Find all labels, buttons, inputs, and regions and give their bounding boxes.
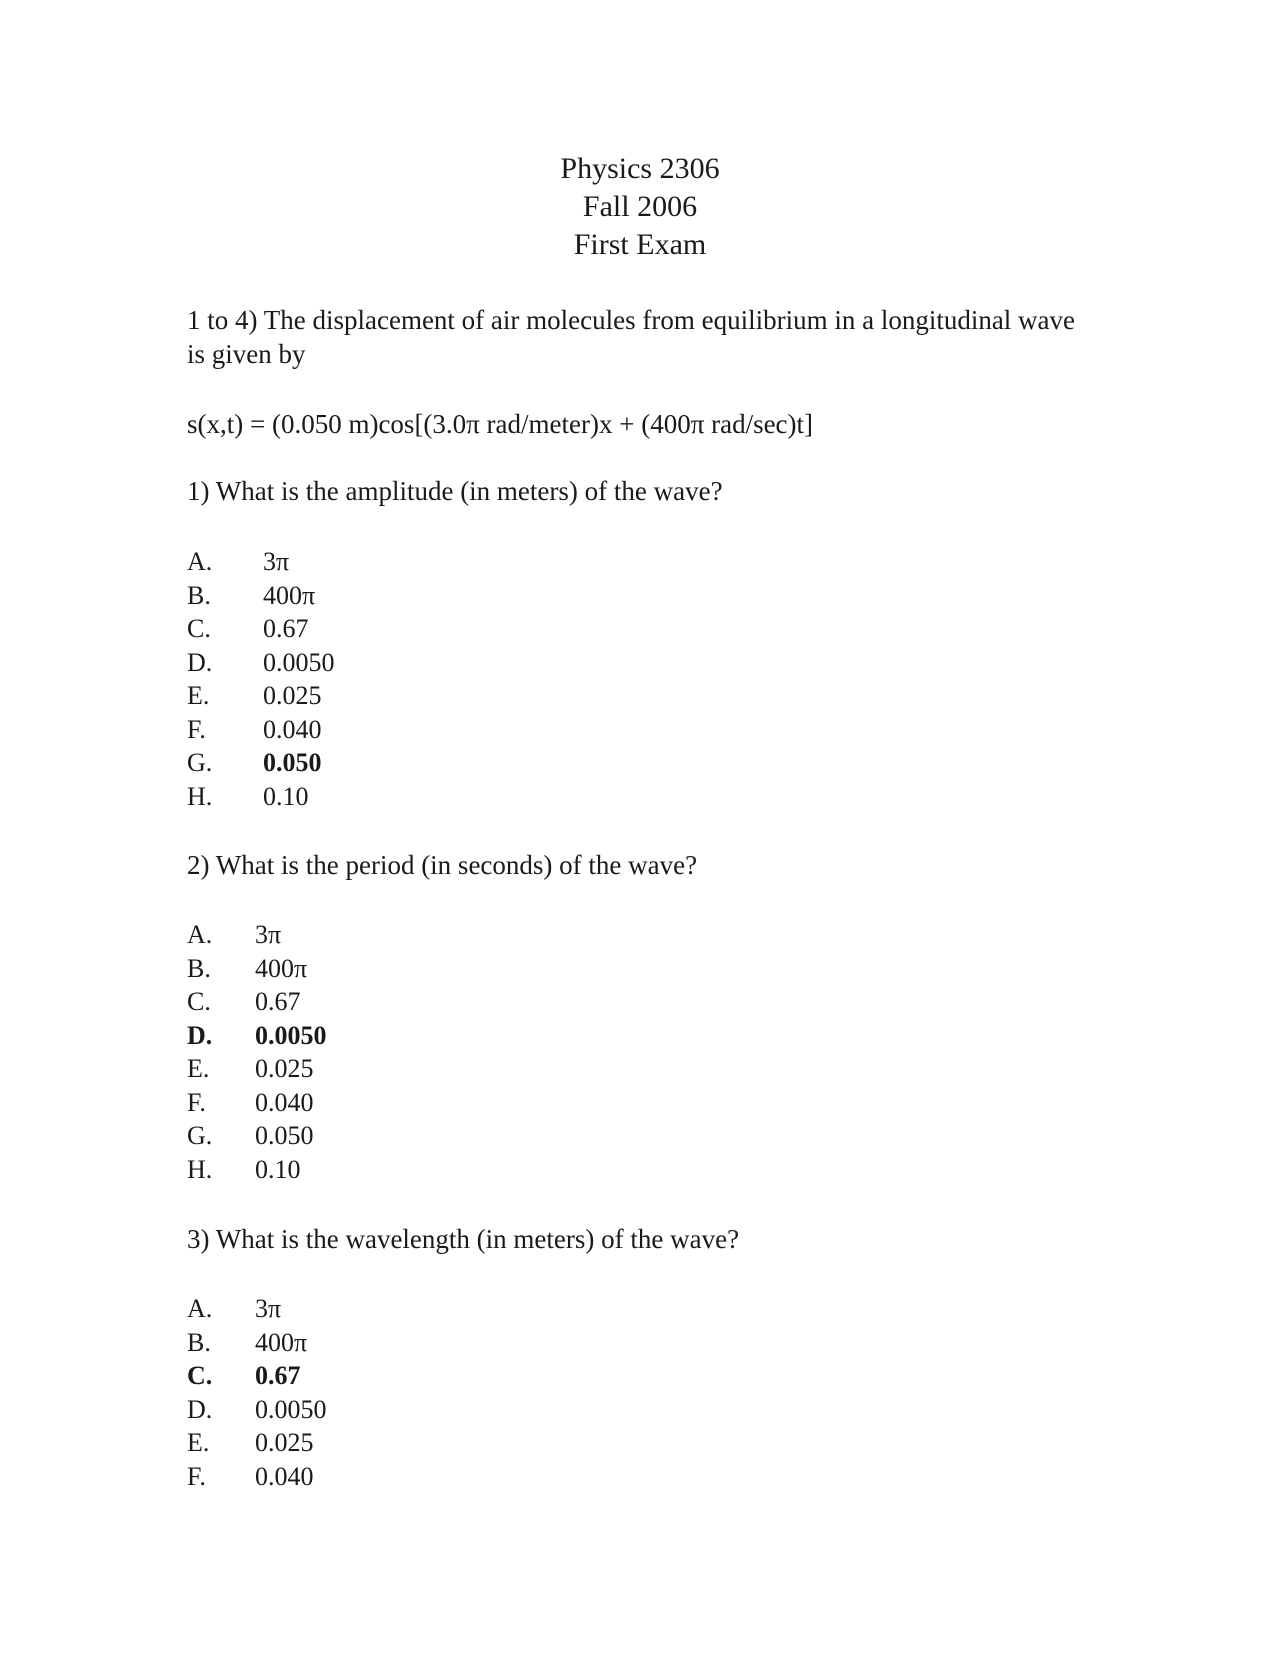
choice-letter: E. <box>187 681 210 710</box>
choice-value: 0.67 <box>263 614 309 643</box>
choice-letter: H. <box>187 1154 213 1184</box>
choice-2-e <box>187 1052 587 1086</box>
question-2-choices <box>187 918 587 1186</box>
choice-letter: F. <box>187 1087 206 1117</box>
choice-1-b <box>187 579 587 613</box>
choice-letter: A. <box>187 547 213 576</box>
choice-value: 3π <box>263 547 290 576</box>
choice-letter: D. <box>187 1394 213 1424</box>
course-title: Physics 2306 <box>560 152 720 185</box>
choice-letter: A. <box>187 920 213 949</box>
choice-value: 0.025 <box>255 1428 314 1457</box>
choice-value: 0.040 <box>263 714 322 744</box>
question-3-choices <box>187 1292 587 1493</box>
term-title: Fall 2006 <box>582 190 698 223</box>
choice-2-d <box>187 1019 587 1053</box>
choice-3-f <box>187 1460 587 1494</box>
choice-value: 0.0050 <box>255 1020 327 1050</box>
choice-letter: C. <box>187 987 211 1016</box>
choice-letter: D. <box>187 647 213 677</box>
question-1-choices <box>187 545 587 813</box>
choice-value: 0.67 <box>255 1361 301 1390</box>
choice-letter: G. <box>187 748 213 777</box>
choice-1-g <box>187 746 587 780</box>
choice-letter: A. <box>187 1294 213 1323</box>
choice-1-e <box>187 679 587 713</box>
choice-value: 0.050 <box>263 748 322 777</box>
choice-letter: B. <box>187 580 211 610</box>
wave-equation: s(x,t) = (0.050 m)cos[(3.0π rad/meter)x + (400π rad/sec)t] <box>187 409 814 439</box>
choice-value: 0.040 <box>255 1087 314 1117</box>
question-2-prompt: 2) What is the period (in seconds) of the wave? <box>187 850 698 880</box>
choice-value: 400π <box>255 1327 308 1357</box>
choice-3-b <box>187 1326 587 1360</box>
choice-letter: E. <box>187 1054 210 1083</box>
choice-1-a <box>187 545 587 579</box>
choice-value: 0.67 <box>255 987 301 1016</box>
choice-value: 0.10 <box>255 1154 301 1184</box>
choice-2-f <box>187 1086 587 1120</box>
choice-value: 0.025 <box>263 681 322 710</box>
choice-value: 0.025 <box>255 1054 314 1083</box>
choice-value: 0.040 <box>255 1461 314 1491</box>
choice-letter: E. <box>187 1428 210 1457</box>
choice-2-c <box>187 985 587 1019</box>
choice-letter: F. <box>187 714 206 744</box>
choice-letter: B. <box>187 1327 211 1357</box>
choice-value: 0.10 <box>263 781 309 811</box>
choice-2-h <box>187 1153 587 1187</box>
choice-1-f <box>187 713 587 747</box>
choice-letter: D. <box>187 1020 213 1050</box>
choice-value: 400π <box>263 580 316 610</box>
intro-paragraph: 1 to 4) The displacement of air molecules from equilibrium in a longitudinal wave is given by <box>187 305 1076 369</box>
question-1-prompt: 1) What is the amplitude (in meters) of the wave? <box>187 476 723 506</box>
choice-1-d <box>187 646 587 680</box>
choice-value: 3π <box>255 1294 282 1323</box>
choice-letter: C. <box>187 1361 213 1390</box>
choice-value: 400π <box>255 953 308 983</box>
choice-letter: H. <box>187 781 213 811</box>
choice-value: 3π <box>255 920 282 949</box>
exam-title: First Exam <box>573 228 707 261</box>
choice-letter: C. <box>187 614 211 643</box>
question-3-prompt: 3) What is the wavelength (in meters) of the wave? <box>187 1224 740 1254</box>
choice-3-d <box>187 1393 587 1427</box>
choice-2-g <box>187 1119 587 1153</box>
choice-letter: B. <box>187 953 211 983</box>
choice-value: 0.050 <box>255 1121 314 1150</box>
choice-3-e <box>187 1426 587 1460</box>
choice-1-c <box>187 612 587 646</box>
choice-letter: F. <box>187 1461 206 1491</box>
choice-value: 0.0050 <box>255 1394 327 1424</box>
exam-header <box>0 150 1280 264</box>
choice-3-c <box>187 1359 587 1393</box>
choice-1-h <box>187 780 587 814</box>
choice-3-a <box>187 1292 587 1326</box>
choice-value: 0.0050 <box>263 647 335 677</box>
choice-2-a <box>187 918 587 952</box>
choice-2-b <box>187 952 587 986</box>
choice-letter: G. <box>187 1121 213 1150</box>
